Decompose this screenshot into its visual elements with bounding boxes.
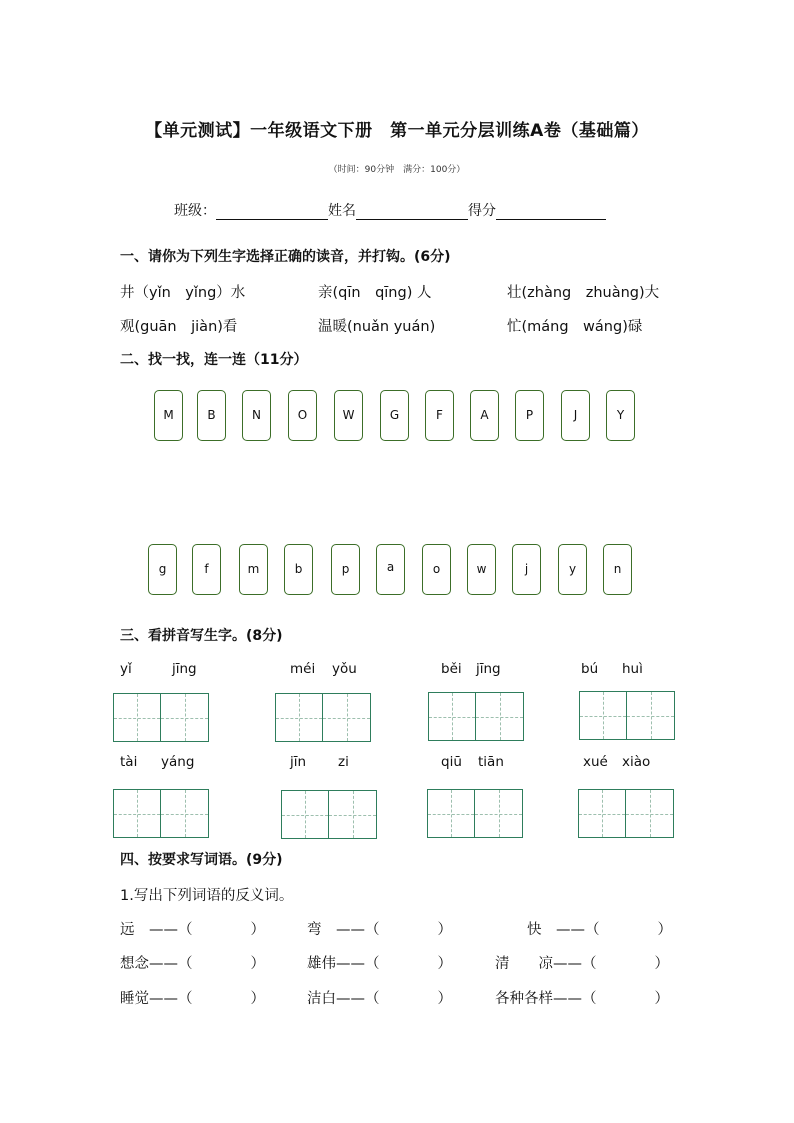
uppercase-letter-card[interactable]: P (515, 390, 544, 441)
writing-grid[interactable] (427, 789, 523, 838)
pronunciation-item[interactable]: 井（yǐn yǐng）水 (120, 285, 246, 301)
lowercase-letter-card[interactable]: p (331, 544, 360, 595)
antonym-item[interactable]: 弯 ——（ ） (307, 922, 452, 938)
lowercase-letter-card[interactable]: g (148, 544, 177, 595)
lowercase-letter-card[interactable]: w (467, 544, 496, 595)
section1-heading: 一、请你为下列生字选择正确的读音，并打钩。(6分) (120, 249, 451, 265)
class-label: 班级： (174, 203, 216, 219)
uppercase-letter-card[interactable]: A (470, 390, 499, 441)
writing-grid[interactable] (578, 789, 674, 838)
pinyin-syllable: jīng (172, 661, 197, 677)
lowercase-letter-card[interactable]: n (603, 544, 632, 595)
pinyin-syllable: huì (622, 661, 643, 677)
uppercase-letter-card[interactable]: B (197, 390, 226, 441)
writing-grid[interactable] (275, 693, 371, 742)
score-label: 得分 (468, 203, 496, 219)
pinyin-syllable: yǐ (120, 661, 132, 677)
antonym-item[interactable]: 各种各样——（ ） (495, 991, 669, 1007)
class-blank[interactable] (216, 219, 328, 220)
pinyin-syllable: qiū (441, 754, 462, 770)
pinyin-syllable: bú (581, 661, 599, 677)
section2-heading: 二、找一找，连一连（11分） (120, 352, 308, 368)
lowercase-letter-card[interactable]: b (284, 544, 313, 595)
pronunciation-item[interactable]: 壮(zhàng zhuàng)大 (507, 285, 660, 301)
pinyin-syllable: yáng (161, 754, 195, 770)
writing-grid[interactable] (579, 691, 675, 740)
writing-grid[interactable] (428, 692, 524, 741)
antonym-item[interactable]: 洁白——（ ） (307, 991, 452, 1007)
pinyin-syllable: méi (290, 661, 316, 677)
exam-time-score: （时间：90分钟 满分：100分） (328, 165, 466, 175)
uppercase-letter-card[interactable]: Y (606, 390, 635, 441)
uppercase-letter-card[interactable]: J (561, 390, 590, 441)
pronunciation-item[interactable]: 亲(qīn qīng) 人 (318, 285, 432, 301)
section3-heading: 三、看拼音写生字。(8分) (120, 628, 283, 644)
section4-heading: 四、按要求写词语。(9分) (120, 852, 283, 868)
pinyin-syllable: yǒu (332, 661, 357, 677)
antonym-item[interactable]: 雄伟——（ ） (307, 956, 452, 972)
pinyin-syllable: zi (338, 754, 349, 770)
pinyin-syllable: běi (441, 661, 462, 677)
uppercase-letter-card[interactable]: F (425, 390, 454, 441)
pinyin-syllable: jīng (476, 661, 501, 677)
writing-grid[interactable] (281, 790, 377, 839)
uppercase-letter-card[interactable]: O (288, 390, 317, 441)
student-info-line (174, 200, 606, 220)
lowercase-letter-card[interactable]: y (558, 544, 587, 595)
uppercase-letter-card[interactable]: W (334, 390, 363, 441)
pinyin-syllable: xiào (622, 754, 651, 770)
pronunciation-item[interactable]: 观(guān jiàn)看 (120, 319, 238, 335)
pronunciation-item[interactable]: 忙(máng wáng)碌 (507, 319, 643, 335)
lowercase-letter-card[interactable]: a (376, 544, 405, 595)
section4-subquestion: 1.写出下列词语的反义词。 (120, 888, 294, 904)
antonym-item[interactable]: 远 ——（ ） (120, 922, 265, 938)
page-title: 【单元测试】一年级语文下册 第一单元分层训练A卷（基础篇） (145, 121, 649, 141)
lowercase-letter-card[interactable]: f (192, 544, 221, 595)
name-label: 姓名 (328, 203, 356, 219)
uppercase-letter-card[interactable]: G (380, 390, 409, 441)
writing-grid[interactable] (113, 693, 209, 742)
uppercase-letter-card[interactable]: M (154, 390, 183, 441)
pinyin-syllable: tài (120, 754, 138, 770)
lowercase-letter-card[interactable]: o (422, 544, 451, 595)
writing-grid[interactable] (113, 789, 209, 838)
pinyin-syllable: xué (583, 754, 608, 770)
pinyin-syllable: jīn (290, 754, 307, 770)
lowercase-letter-card[interactable]: m (239, 544, 268, 595)
pronunciation-item[interactable]: 温暖(nuǎn yuán) (318, 319, 436, 335)
antonym-item[interactable]: 想念——（ ） (120, 956, 265, 972)
pinyin-syllable: tiān (478, 754, 504, 770)
antonym-item[interactable]: 睡觉——（ ） (120, 991, 265, 1007)
antonym-item[interactable]: 快 ——（ ） (527, 922, 672, 938)
uppercase-letter-card[interactable]: N (242, 390, 271, 441)
antonym-item[interactable]: 清 凉——（ ） (495, 956, 669, 972)
lowercase-letter-card[interactable]: j (512, 544, 541, 595)
name-blank[interactable] (356, 219, 468, 220)
score-blank[interactable] (496, 219, 606, 220)
